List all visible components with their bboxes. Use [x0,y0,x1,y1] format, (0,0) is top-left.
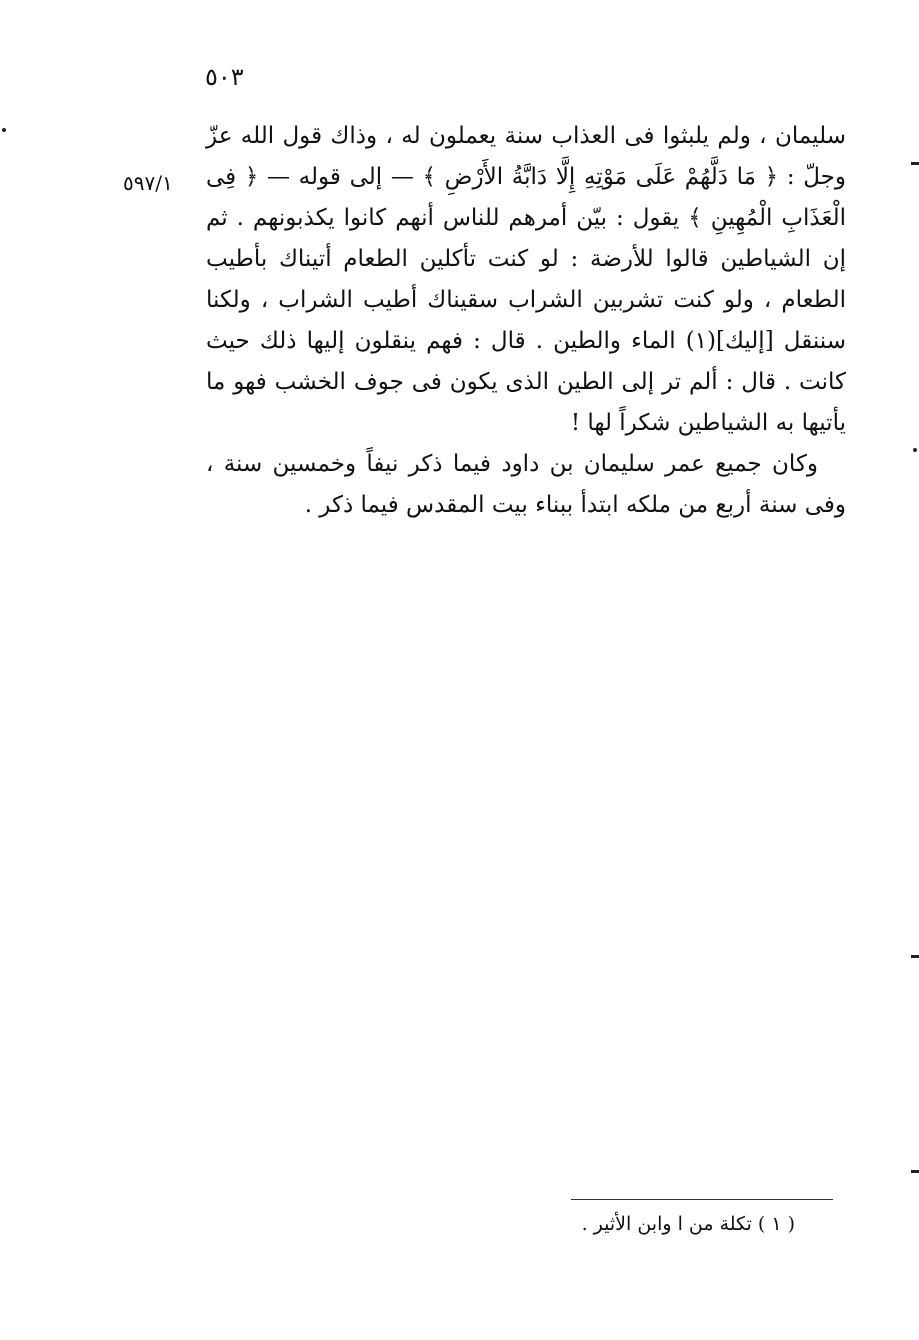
main-text-body [206,116,846,526]
scan-edge-mark [911,955,919,958]
footnote-divider [571,1199,833,1200]
margin-reference: ٥٩٧/١ [123,171,173,195]
scan-edge-mark [2,128,6,132]
scan-edge-mark [911,1170,919,1173]
scan-edge-mark [911,162,919,165]
paragraph: سليمان ، ولم يلبثوا فى العذاب سنة يعملون له ، وذاك قول الله عزّ وجلّ : ﴿ مَا دَلَّهُمْ عَلَى مَوْتِهِ إِلَّا دَابَّةُ الأَرْضِ ﴾ — إلى قوله — ﴿ فِى الْعَذَابِ الْمُهِينِ ﴾ يقول : بيّن أمرهم للناس أنهم كانوا يكذبونهم . ثم إن الشياطين قالوا للأرضة : لو كنت تأكلين الطعام أتيناك بأطيب الطعام ، ولو كنت تشربين الشراب سقيناك أطيب الشراب ، ولكنا سننقل [إليك](١) الماء والطين . قال : فهم ينقلون إليها ذلك حيث كانت . قال : ألم تر إلى الطين الذى يكون فى جوف الخشب فهو ما يأتيها به الشياطين شكراً لها ! [206,123,846,436]
footnote: ( ١ ) تكلة من ا وابن الأثير . [581,1213,795,1235]
scan-edge-mark [913,448,917,452]
page-number: ٥٠٣ [205,63,244,91]
paragraph: وكان جميع عمر سليمان بن داود فيما ذكر نيفاً وخمسين سنة ، وفى سنة أربع من ملكه ابتدأ ببناء بيت المقدس فيما ذكر . [206,451,846,518]
